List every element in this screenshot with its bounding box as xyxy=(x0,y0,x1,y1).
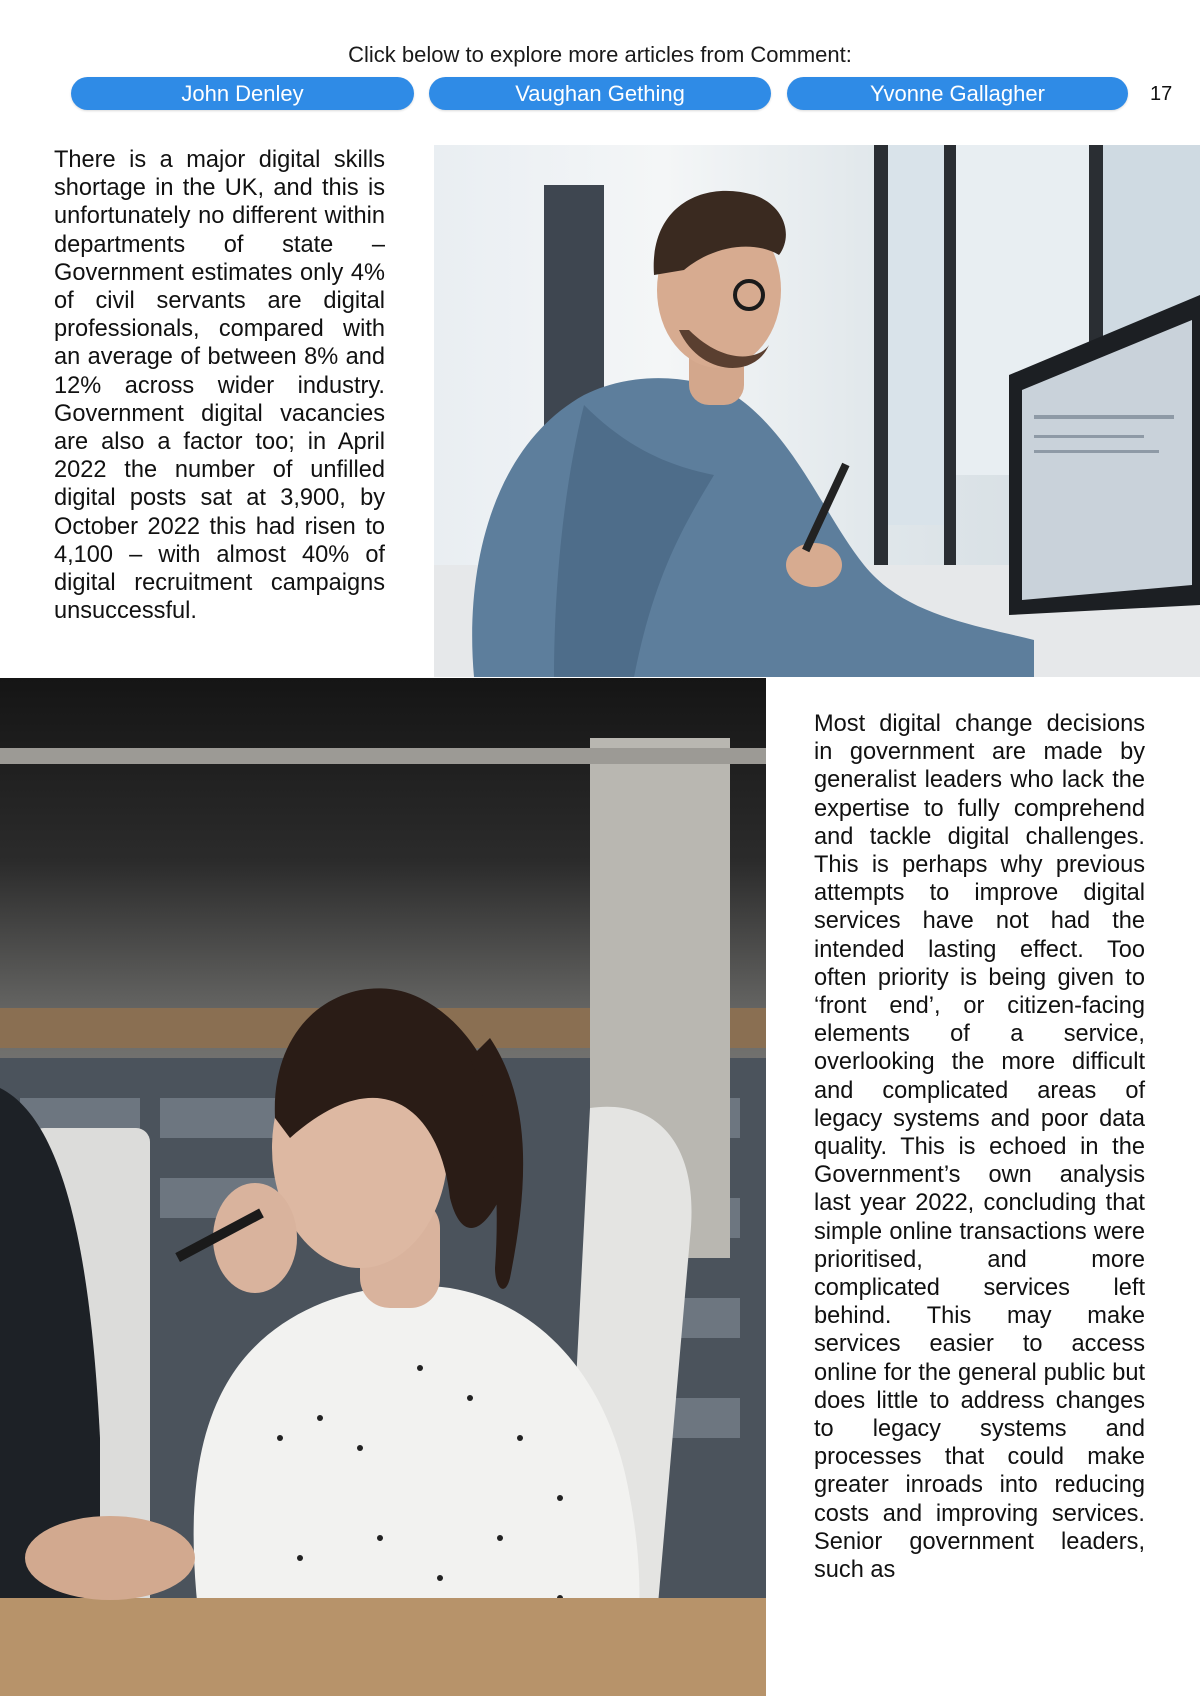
article-link-vaughan-gething[interactable]: Vaughan Gething xyxy=(429,77,771,110)
photo-man-at-computer xyxy=(434,145,1200,677)
page-number: 17 xyxy=(1150,83,1173,105)
article-link-yvonne-gallagher[interactable]: Yvonne Gallagher xyxy=(787,77,1128,110)
photo-woman-thinking xyxy=(0,678,766,1696)
nav-prompt: Click below to explore more articles from Comment: xyxy=(348,42,852,67)
body-paragraph-1: There is a major digital skills shortage in the UK, and this is unfortunately no different within departments of state –Government estimates only 4% of civil servants are digital professionals, compared with an average of between 8% and 12% across wider industry. Government digital vacancies are also a factor too; in April 2022 the number of unfilled digital posts sat at 3,900, by October 2022 this had risen to 4,100 – with almost 40% of digital recruitment campaigns unsuccessful. xyxy=(54,147,385,625)
body-paragraph-2: Most digital change decisions in government are made by generalist leaders who lack the expertise to fully comprehend and tackle digital challenges. This is perhaps why previous attempts to improve digital services have not had the intended lasting effect. Too often priority is being given to ‘front end’, or citizen-facing elements of a service, overlooking the more difficult and complicated areas of legacy systems and poor data quality. This is echoed in the Government’s own analysis last year 2022, concluding that simple online transactions were prioritised, and more complicated services left behind. This may make services easier to access online for the general public but does little to address changes to legacy systems and processes that could make greater inroads into reducing costs and improving services. Senior government leaders, such as xyxy=(814,711,1145,1584)
article-link-john-denley[interactable]: John Denley xyxy=(71,77,414,110)
